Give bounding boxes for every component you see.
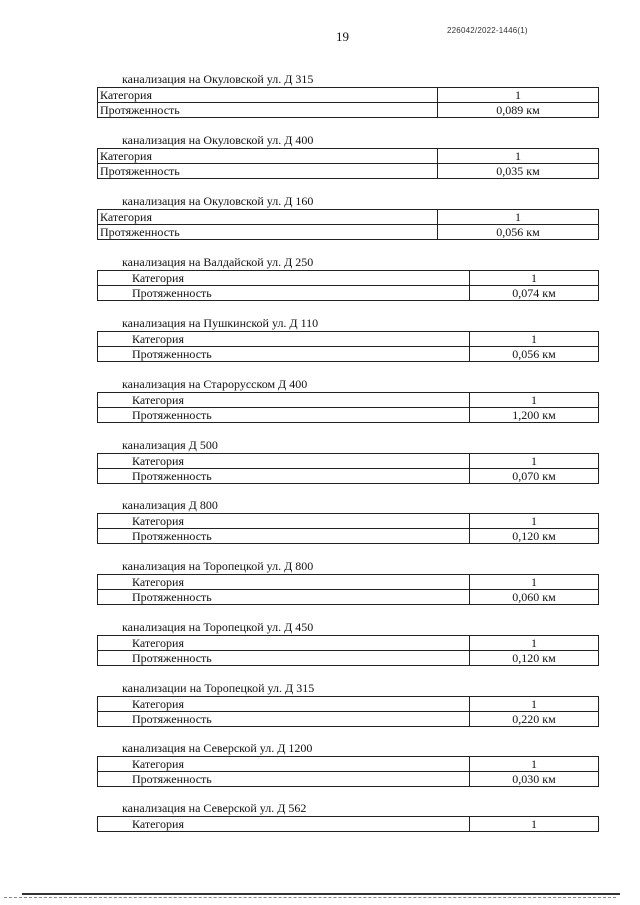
attribute-table [97, 87, 599, 118]
row-label: Категория [98, 149, 438, 164]
attribute-table [97, 270, 599, 301]
table-row [98, 651, 599, 666]
row-label: Протяженность [98, 772, 470, 787]
block-title: канализация на Старорусском Д 400 [122, 377, 308, 391]
footer-rule [22, 893, 620, 895]
row-label: Протяженность [98, 651, 470, 666]
table-row [98, 454, 599, 469]
table-row [98, 712, 599, 727]
row-label: Протяженность [98, 225, 438, 240]
footer-dashed-rule [4, 897, 616, 898]
row-value: 0,070 км [470, 469, 599, 484]
row-label: Протяженность [98, 347, 470, 362]
row-value: 1 [470, 454, 599, 469]
table-row [98, 225, 599, 240]
row-label: Протяженность [98, 164, 438, 179]
row-value: 0,056 км [470, 347, 599, 362]
attribute-table [97, 635, 599, 666]
block-title: канализация на Торопецкой ул. Д 450 [122, 620, 314, 634]
block-title: канализация на Валдайской ул. Д 250 [122, 255, 314, 269]
block-title: канализация на Пушкинской ул. Д 110 [122, 316, 319, 330]
table-row [98, 332, 599, 347]
table-row [98, 757, 599, 772]
row-label: Категория [98, 210, 438, 225]
block-title: канализации на Торопецкой ул. Д 315 [122, 681, 315, 695]
table-row [98, 103, 599, 118]
table-row [98, 164, 599, 179]
block-title: канализация на Окуловской ул. Д 160 [122, 194, 314, 208]
attribute-table [97, 331, 599, 362]
row-value: 0,060 км [470, 590, 599, 605]
table-row [98, 697, 599, 712]
row-value: 1 [470, 757, 599, 772]
row-value: 1 [470, 393, 599, 408]
table-row [98, 271, 599, 286]
attribute-table [97, 816, 599, 832]
table-row [98, 286, 599, 301]
row-value: 0,089 км [438, 103, 599, 118]
attribute-table [97, 148, 599, 179]
row-label: Протяженность [98, 712, 470, 727]
row-value: 1 [470, 514, 599, 529]
row-label: Категория [98, 817, 470, 832]
row-value: 1,200 км [470, 408, 599, 423]
row-value: 0,120 км [470, 651, 599, 666]
attribute-table [97, 453, 599, 484]
table-row [98, 590, 599, 605]
document-id: 226042/2022-1446(1) [447, 26, 528, 35]
attribute-table [97, 574, 599, 605]
block-title: канализация Д 800 [122, 498, 218, 512]
attribute-table [97, 513, 599, 544]
row-label: Категория [98, 454, 470, 469]
row-value: 1 [438, 149, 599, 164]
row-value: 0,035 км [438, 164, 599, 179]
row-value: 1 [470, 636, 599, 651]
table-row [98, 408, 599, 423]
row-value: 1 [470, 817, 599, 832]
row-label: Протяженность [98, 590, 470, 605]
row-value: 0,074 км [470, 286, 599, 301]
row-value: 0,030 км [470, 772, 599, 787]
attribute-table [97, 756, 599, 787]
table-row [98, 529, 599, 544]
row-value: 1 [438, 210, 599, 225]
row-label: Категория [98, 332, 470, 347]
table-row [98, 393, 599, 408]
table-row [98, 88, 599, 103]
row-label: Категория [98, 757, 470, 772]
row-label: Категория [98, 697, 470, 712]
row-value: 1 [470, 332, 599, 347]
table-row [98, 636, 599, 651]
row-label: Категория [98, 514, 470, 529]
block-title: канализация на Торопецкой ул. Д 800 [122, 559, 314, 573]
row-label: Протяженность [98, 469, 470, 484]
row-label: Категория [98, 636, 470, 651]
row-value: 0,220 км [470, 712, 599, 727]
row-label: Протяженность [98, 408, 470, 423]
table-row [98, 469, 599, 484]
row-label: Протяженность [98, 103, 438, 118]
row-label: Протяженность [98, 529, 470, 544]
block-title: канализация Д 500 [122, 438, 218, 452]
attribute-table [97, 392, 599, 423]
block-title: канализация на Северской ул. Д 1200 [122, 741, 313, 755]
attribute-table [97, 696, 599, 727]
page-number: 19 [336, 29, 349, 44]
row-label: Протяженность [98, 286, 470, 301]
row-value: 0,120 км [470, 529, 599, 544]
row-value: 1 [470, 697, 599, 712]
row-label: Категория [98, 88, 438, 103]
row-label: Категория [98, 271, 470, 286]
row-value: 1 [470, 271, 599, 286]
block-title: канализация на Северской ул. Д 562 [122, 801, 307, 815]
block-title: канализация на Окуловской ул. Д 400 [122, 133, 314, 147]
row-value: 1 [470, 575, 599, 590]
row-value: 0,056 км [438, 225, 599, 240]
table-row [98, 514, 599, 529]
row-label: Категория [98, 393, 470, 408]
table-row [98, 347, 599, 362]
table-row [98, 575, 599, 590]
table-row [98, 210, 599, 225]
table-row [98, 817, 599, 832]
attribute-table [97, 209, 599, 240]
row-value: 1 [438, 88, 599, 103]
table-row [98, 149, 599, 164]
row-label: Категория [98, 575, 470, 590]
table-row [98, 772, 599, 787]
block-title: канализация на Окуловской ул. Д 315 [122, 72, 314, 86]
